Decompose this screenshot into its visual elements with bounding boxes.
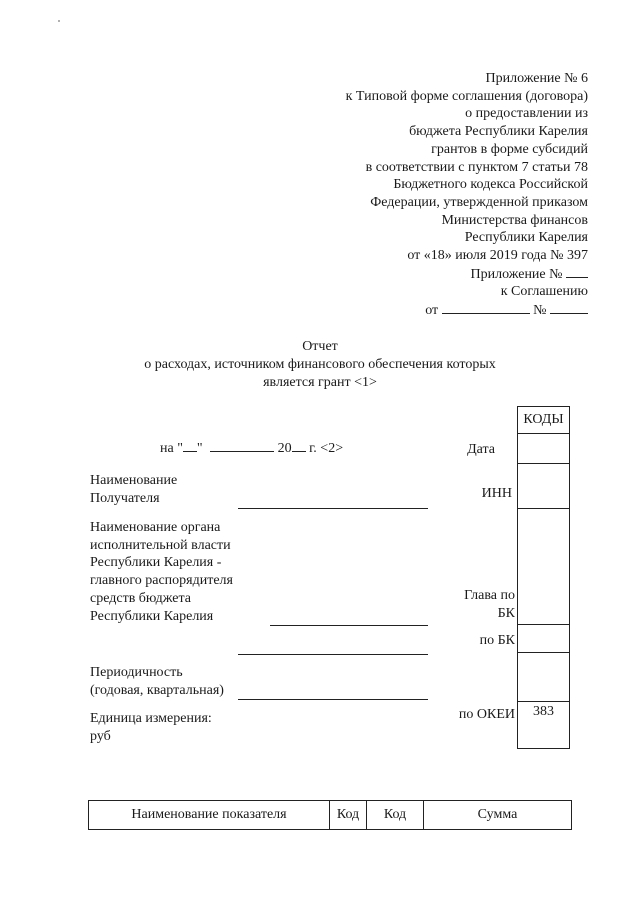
sum-header: Сумма: [424, 801, 572, 830]
periodicity-label-line: (годовая, квартальная): [90, 682, 224, 698]
year-prefix: 20: [277, 441, 292, 456]
title-line: Отчет: [302, 339, 338, 354]
chapter-bk-code-cell[interactable]: [518, 509, 570, 625]
agreement-date-blank[interactable]: [442, 301, 530, 314]
authority-label-line: Республики Карелия: [90, 608, 214, 624]
authority-label-line: Республики Карелия -: [90, 555, 222, 571]
date-code-cell[interactable]: [518, 434, 570, 464]
recipient-label-line: Наименование: [90, 473, 178, 488]
number-sign: №: [533, 303, 547, 319]
unit-label-line: руб: [90, 728, 111, 744]
appendix-line: Приложение № 6: [485, 71, 588, 86]
codes-table: [517, 406, 570, 749]
title-line: о расходах, источником финансового обеспечения которых: [144, 357, 496, 372]
date-code-label: Дата: [467, 442, 495, 457]
unit-label-line: Единица измерения:: [90, 711, 212, 726]
authority-fill-line-2[interactable]: [238, 654, 428, 655]
from-label: от: [425, 303, 439, 319]
recipient-label-line: Получателя: [90, 490, 160, 506]
attachment-label: Приложение №: [470, 266, 563, 282]
date-quote: ": [196, 441, 203, 456]
authority-fill-line[interactable]: [270, 625, 428, 626]
title-line: является грант <1>: [263, 375, 377, 390]
appendix-line: от «18» июля 2019 года № 397: [407, 248, 588, 264]
authority-label-line: средств бюджета: [90, 590, 192, 606]
date-suffix: г. <2>: [309, 441, 344, 456]
okei-code-cell[interactable]: 383: [518, 702, 570, 749]
appendix-line: Бюджетного кодекса Российской: [393, 177, 588, 193]
appendix-line: Министерства финансов: [441, 212, 588, 228]
authority-label: [90, 519, 233, 625]
agreement-date-line: [346, 301, 588, 320]
chapter-bk-label-line: БК: [497, 605, 515, 621]
appendix-line: в соответствии с пунктом 7 статьи 78: [365, 159, 588, 175]
day-blank[interactable]: [183, 441, 197, 452]
table-header-row: [89, 801, 572, 830]
codes-header: КОДЫ: [518, 407, 570, 434]
unit-label: [90, 710, 212, 745]
report-title: [0, 338, 640, 392]
chapter-bk-label-line: Глава по: [464, 588, 515, 603]
authority-label-line: главного распорядителя: [90, 573, 233, 589]
appendix-line: к Типовой форме соглашения (договора): [345, 88, 588, 104]
periodicity-code-cell[interactable]: [518, 653, 570, 702]
attachment-number-blank[interactable]: [566, 265, 588, 278]
scan-speck: [58, 20, 60, 22]
appendix-line: Республики Карелия: [464, 230, 588, 246]
code-header-2: Код: [367, 801, 424, 830]
year-blank[interactable]: [292, 441, 306, 452]
month-blank[interactable]: [210, 441, 274, 452]
report-date-line: [160, 441, 343, 457]
date-prefix: на ": [160, 441, 183, 456]
appendix-line: Федерации, утвержденной приказом: [370, 194, 588, 210]
appendix-header: [346, 70, 588, 320]
by-okei-label: по ОКЕИ: [458, 707, 515, 722]
bk-code-cell[interactable]: [518, 625, 570, 653]
chapter-bk-label: [464, 587, 515, 622]
recipient-label: [90, 472, 177, 507]
recipient-fill-line[interactable]: [238, 508, 428, 509]
indicator-name-header: Наименование показателя: [89, 801, 330, 830]
inn-code-label: ИНН: [481, 486, 512, 501]
authority-label-line: исполнительной власти: [90, 537, 231, 553]
periodicity-label: [90, 664, 224, 699]
inn-code-cell[interactable]: [518, 464, 570, 509]
appendix-line: грантов в форме субсидий: [431, 141, 588, 157]
agreement-number-blank[interactable]: [550, 301, 588, 314]
periodicity-label-line: Периодичность: [90, 665, 183, 680]
indicators-table: [88, 800, 572, 830]
code-header: Код: [330, 801, 367, 830]
appendix-line: о предоставлении из: [465, 106, 588, 122]
appendix-line: бюджета Республики Карелия: [409, 124, 588, 140]
attachment-number-line: [346, 265, 588, 284]
authority-label-line: Наименование органа: [90, 520, 221, 535]
agreement-label: к Соглашению: [500, 284, 588, 300]
periodicity-fill-line[interactable]: [238, 699, 428, 700]
by-bk-label: по БК: [479, 633, 515, 648]
